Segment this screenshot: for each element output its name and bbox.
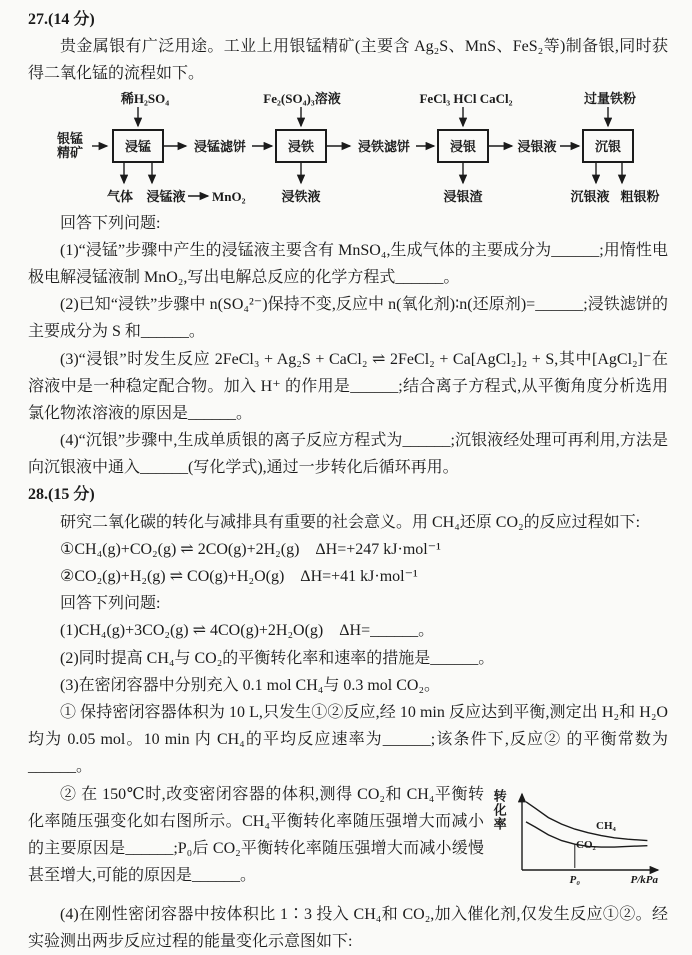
label-jinyin-residue: 浸银渣: [443, 188, 483, 204]
label-jintie-liquid: 浸铁液: [281, 188, 321, 204]
label-gas: 气体: [106, 188, 134, 204]
q28-equation-1: ①CH₄(g)+CO₂(g) ⇌ 2CO(g)+2H₂(g) ΔH=+247 kJ·mol⁻¹: [60, 540, 441, 558]
label-jinmeng-liquid: 浸锰液: [146, 188, 186, 204]
q28-prompt: 回答下列问题:: [60, 595, 161, 613]
q27-prompt: 回答下列问题:: [60, 214, 161, 232]
label-jintie-filtercake: 浸铁滤饼: [357, 138, 411, 154]
q28-item-4: (4)在刚性密闭容器中按体积比 1∶3 投入 CH₄和 CO₂,加入催化剂,仅发生反应①②。经实验测出两步反应过程的能量变化示意图如下:: [28, 905, 668, 950]
q27-item-3: (3)“浸银”时发生反应 2FeCl₃ + Ag₂S + CaCl₂ ⇌ 2FeCl₂ + Ca[AgCl₂]₂ + S,其中[AgCl₂]⁻在溶液中是一种稳定配合物。加入 H⁺ 的作用是______;结合离子方程式,从平衡角度分析选用氯化物浓溶液的原因是______。: [28, 350, 668, 422]
reagent-fe2so43-label: Fe₂(SO₄)₃溶液: [263, 90, 341, 106]
label-chenyin-liquid: 沉银液: [570, 188, 610, 204]
input-ore-line1: 银锰: [56, 130, 84, 146]
box-jinmeng-label: 浸锰: [124, 138, 152, 154]
ch4-curve: [526, 801, 647, 840]
q28-heading: 28.(15 分): [28, 486, 95, 504]
box-jinyin-label: 浸银: [449, 138, 477, 154]
input-ore-line2: 精矿: [56, 144, 84, 160]
label-jinmeng-filtercake: 浸锰滤饼: [193, 138, 247, 154]
q27-item-1: (1)“浸锰”步骤中产生的浸锰液主要含有 MnSO₄,生成气体的主要成分为______;用惰性电极电解浸锰液制 MnO₂,写出电解总反应的化学方程式______。: [28, 241, 668, 286]
box-chenyin-label: 沉银: [594, 138, 622, 154]
question-28: [28, 481, 668, 954]
question-27: [28, 6, 668, 481]
q28-item-3b-block: [28, 781, 668, 901]
x-axis-label: P/kPa: [630, 873, 658, 886]
q27-heading: 27.(14 分): [28, 11, 95, 28]
co2-curve-label: CO₂: [575, 838, 596, 851]
q28-intro: 研究二氧化碳的转化与减排具有重要的社会意义。用 CH₄还原 CO₂的反应过程如下:: [60, 513, 641, 531]
q27-intro: 贵金属银有广泛用途。工业上用银锰精矿(主要含 Ag₂S、MnS、FeS₂等)制备银,同时获得二氧化锰的流程如下。: [28, 38, 668, 83]
process-flowchart: [14, 90, 692, 208]
conversion-vs-pressure-chart: [506, 785, 666, 895]
label-jinyin-liquid: 浸银液: [517, 138, 557, 154]
q27-item-2: (2)已知“浸铁”步骤中 n(SO₄²⁻)保持不变,反应中 n(氧化剂)∶n(还原剂)=______;浸铁滤饼的主要成分为 S 和______。: [28, 296, 668, 341]
p0-tick-label: P₀: [569, 873, 580, 886]
box-jintie-label: 浸铁: [287, 138, 315, 154]
ch4-curve-label: CH₄: [595, 819, 616, 832]
y-axis-label: 转化率: [491, 788, 507, 831]
conversion-chart-figure: [492, 785, 668, 899]
reagent-iron-powder-label: 过量铁粉: [583, 90, 637, 106]
label-crude-silver: 粗银粉: [620, 188, 660, 204]
q28-item-3: (3)在密闭容器中分别充入 0.1 mol CH₄与 0.3 mol CO₂。: [60, 676, 441, 694]
reagent-fecl3-hcl-cacl2-label: FeCl₃ HCl CaCl₂: [419, 90, 513, 106]
q28-item-1: (1)CH₄(g)+3CO₂(g) ⇌ 4CO(g)+2H₂O(g) ΔH=______。: [60, 622, 435, 640]
reagent-h2so4-label: 稀H₂SO₄: [120, 90, 170, 106]
q27-item-4: (4)“沉银”步骤中,生成单质银的离子反应方程式为______;沉银液经处理可再利用,方法是向沉银液中通入______(写化学式),通过一步转化后循环再用。: [28, 432, 668, 477]
label-mno2: MnO₂: [212, 188, 246, 204]
q28-equation-2: ②CO₂(g)+H₂(g) ⇌ CO(g)+H₂O(g) ΔH=+41 kJ·mol⁻¹: [60, 568, 418, 585]
q28-item-3a: ① 保持密闭容器体积为 10 L,只发生①②反应,经 10 min 反应达到平衡,测定出 H₂和 H₂O 均为 0.05 mol。10 min 内 CH₄的平均反应速率为______;该条件下,反应② 的平衡常数为______。: [28, 703, 668, 776]
q28-item-3b: ② 在 150℃时,改变密闭容器的体积,测得 CO₂和 CH₄平衡转化率随压强变化如右图所示。CH₄平衡转化率随压强增大而减小的主要原因是______;P₀后 CO₂平衡转化率随压强增大而减小缓慢甚至增大,可能的原因是______。: [28, 785, 484, 885]
q28-item-2: (2)同时提高 CH₄与 CO₂的平衡转化率和速率的措施是______。: [60, 649, 495, 667]
